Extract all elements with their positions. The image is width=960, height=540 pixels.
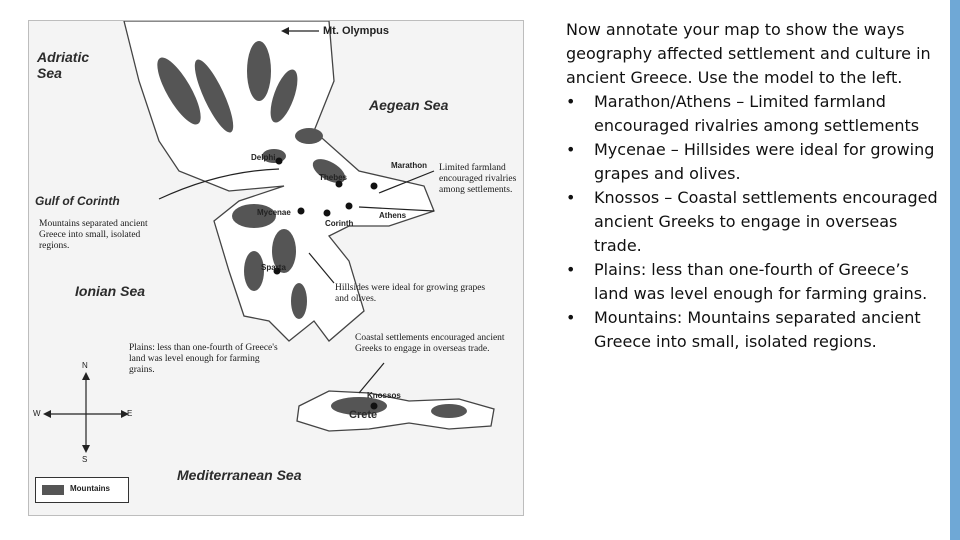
compass-east: E	[127, 409, 133, 418]
bullet-text: Mycenae – Hillsides were ideal for growing grapes and olives.	[594, 140, 935, 183]
greece-geography-map	[28, 20, 524, 516]
delphi-label: Delphi	[251, 153, 276, 162]
corinth-label: Corinth	[325, 219, 354, 228]
bullet-marker: •	[566, 260, 576, 279]
bullet-marker: •	[566, 140, 576, 159]
gulf-of-corinth-label: Gulf of Corinth	[35, 194, 120, 208]
hillsides-note: Hillsides were ideal for growing grapes and olives.	[335, 283, 486, 304]
mountain-range	[295, 128, 323, 144]
accent-stripe	[950, 0, 960, 540]
mountain-range	[247, 41, 271, 101]
mountain-range	[431, 404, 467, 418]
bullet-text: Knossos – Coastal settlements encouraged ancient Greeks to engage in overseas trade.	[594, 188, 938, 255]
legend-label: Mountains	[70, 484, 110, 493]
adriatic-line-1: Adriatic	[37, 49, 90, 65]
compass-west: W	[33, 409, 41, 418]
arrow-head	[82, 445, 90, 453]
bullet-marker: •	[566, 188, 576, 207]
mt-olympus-label: Mt. Olympus	[323, 25, 390, 37]
bullet-marker: •	[566, 308, 576, 327]
coastal-line	[359, 363, 384, 393]
bullet-text: Plains: less than one-fourth of Greece’s land was level enough for farming grains.	[594, 260, 928, 303]
compass-north: N	[82, 361, 88, 370]
knossos-label: Knossos	[367, 391, 401, 400]
instructions-panel	[566, 18, 946, 354]
mountains-note: Mountains separated ancient Greece into small, isolated regions.	[39, 219, 148, 251]
sparta-label: Sparta	[261, 263, 286, 272]
city-dot	[346, 203, 353, 210]
compass-south: S	[82, 455, 88, 464]
bullet-text: Marathon/Athens – Limited farmland encouraged rivalries among settlements	[594, 92, 920, 135]
bullet-item	[566, 258, 946, 306]
ionian-sea-label: Ionian Sea	[75, 283, 146, 299]
thebes-label: Thebes	[319, 173, 348, 182]
city-dot	[371, 183, 378, 190]
plains-note: Plains: less than one-fourth of Greece's land was level enough for farming grains.	[129, 343, 278, 375]
farmland-note: Limited farmland encouraged rivalries among settlements.	[439, 163, 517, 195]
adriatic-line-2: Sea	[37, 65, 62, 81]
slide-accent-bar	[950, 0, 960, 540]
city-dot	[324, 210, 331, 217]
city-dot	[298, 208, 305, 215]
map-legend	[35, 477, 129, 503]
athens-label: Athens	[379, 211, 407, 220]
mediterranean-sea-label: Mediterranean Sea	[177, 467, 302, 483]
instructions-intro: Now annotate your map to show the ways geography affected settlement and culture in ancient Greece. Use the model to the left.	[566, 20, 931, 87]
crete-label: Crete	[349, 409, 378, 421]
aegean-sea-label: Aegean Sea	[369, 97, 449, 113]
bullet-item	[566, 306, 946, 354]
bullet-item	[566, 90, 946, 138]
annotation-bullets	[566, 90, 946, 354]
bullet-marker: •	[566, 92, 576, 111]
bullet-item	[566, 138, 946, 186]
mountains-swatch	[42, 485, 64, 495]
bullet-item	[566, 186, 946, 258]
mycenae-label: Mycenae	[257, 208, 291, 217]
marathon-label: Marathon	[391, 161, 427, 170]
bullet-text: Mountains: Mountains separated ancient Greece into small, isolated regions.	[594, 308, 921, 351]
city-dot	[276, 158, 283, 165]
mountain-range	[291, 283, 307, 319]
adriatic-sea-label	[37, 49, 89, 81]
coastal-note: Coastal settlements encouraged ancient Greeks to engage in overseas trade.	[355, 333, 505, 354]
arrow-head	[43, 410, 51, 418]
arrow-head	[82, 372, 90, 380]
